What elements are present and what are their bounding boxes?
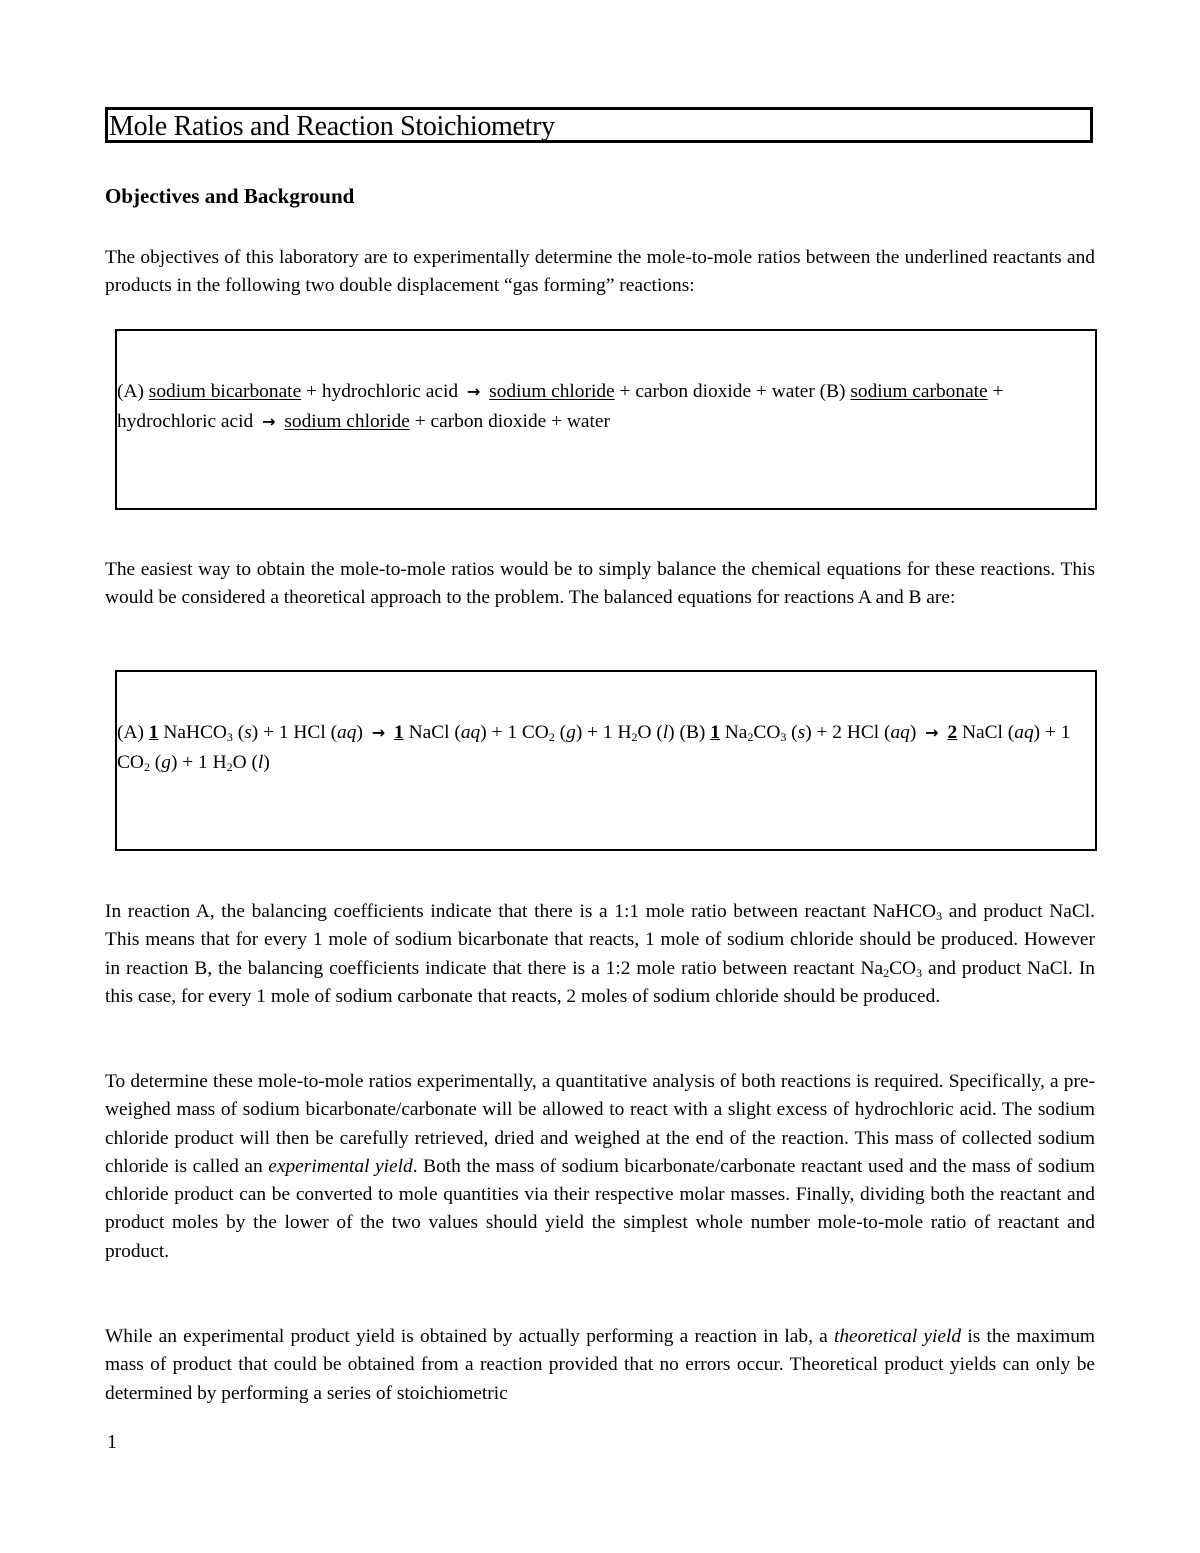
title-box [105, 107, 1093, 143]
reaction-arrow-icon: → [371, 723, 386, 742]
page-number: 1 [107, 1431, 117, 1453]
underlined-product: sodium chloride [489, 381, 615, 402]
underlined-product: sodium chloride [284, 411, 410, 432]
underlined-reactant: sodium carbonate [850, 381, 988, 402]
balanced-equations: (A) 1 NaHCO$_3$ (s) + 1 HCl (aq) → 1 NaCl (aq) + 1 $CO_2$ (g) + 1 $H_2O$ (l) (B) 1 $Na_2CO_3$ (s) + 2 HCl (aq) → 2 NaCl (aq) + 1 $CO_2$ (g) + 1 $H_2O$ (l) [117, 722, 1071, 774]
reaction-arrow-icon: → [466, 382, 481, 401]
yield-paragraph: While an experimental product yield is obtained by actually performing a reaction in lab, a theoretical yield is the maximum mass of product that could be obtained from a reaction provided that no errors occur. Theoretical product yields can only be determined by performing a series of stoichiometric [105, 1326, 1095, 1404]
method-paragraph: To determine these mole-to-mole ratios experimentally, a quantitative analysis of both reactions is required. Specifically, a pre-weighed mass of sodium bicarbonate/carbonate will be allowed to react with a slight excess of hydrochloric acid. The sodium chloride product will then be carefully retrieved, dried and weighed at the end of the reaction. This mass of collected sodium chloride is called an experimental yield. Both the mass of sodium bicarbonate/carbonate reactant used and the mass of sodium chloride product can be converted to mole quantities via their respective molar masses. Finally, dividing both the reactant and product moles by the lower of the two values should yield the simplest whole number mole-to-mole ratio of reactant and product. [105, 1071, 1095, 1262]
underlined-reactant: sodium bicarbonate [148, 381, 302, 402]
section-heading: Objectives and Background [105, 184, 355, 208]
intro-paragraph: The objectives of this laboratory are to experimentally determine the mole-to-mole ratios between the underlined reactants and products in the following two double displacement “gas forming” reactions: [105, 247, 1095, 297]
balanced-equations-box [115, 670, 1097, 851]
word-equations-box [115, 329, 1097, 510]
reaction-arrow-icon: → [925, 723, 939, 742]
theory-paragraph: The easiest way to obtain the mole-to-mole ratios would be to simply balance the chemical equations for these reactions. This would be considered a theoretical approach to the problem. The balanced equations for reactions A and B are: [105, 559, 1095, 609]
page-title: Mole Ratios and Reaction Stoichiometry [109, 111, 555, 142]
word-equations: (A) sodium bicarbonate + hydrochloric acid → sodium chloride + carbon dioxide + water (B) sodium carbonate + hydrochloric acid → sodium chloride + carbon dioxide + water [117, 381, 1004, 432]
ratio-paragraph: In reaction A, the balancing coefficients indicate that there is a 1:1 mole ratio between reactant NaHCO$_3$ and product NaCl. This means that for every 1 mole of sodium bicarbonate that reacts, 1 mole of sodium chloride should be produced. However in reaction B, the balancing coefficients indicate that there is a 1:2 mole ratio between reactant $Na_2CO_3$ and product NaCl. In this case, for every 1 mole of sodium carbonate that reacts, 2 moles of sodium chloride should be produced. [105, 901, 1095, 1007]
reaction-arrow-icon: → [262, 412, 276, 431]
